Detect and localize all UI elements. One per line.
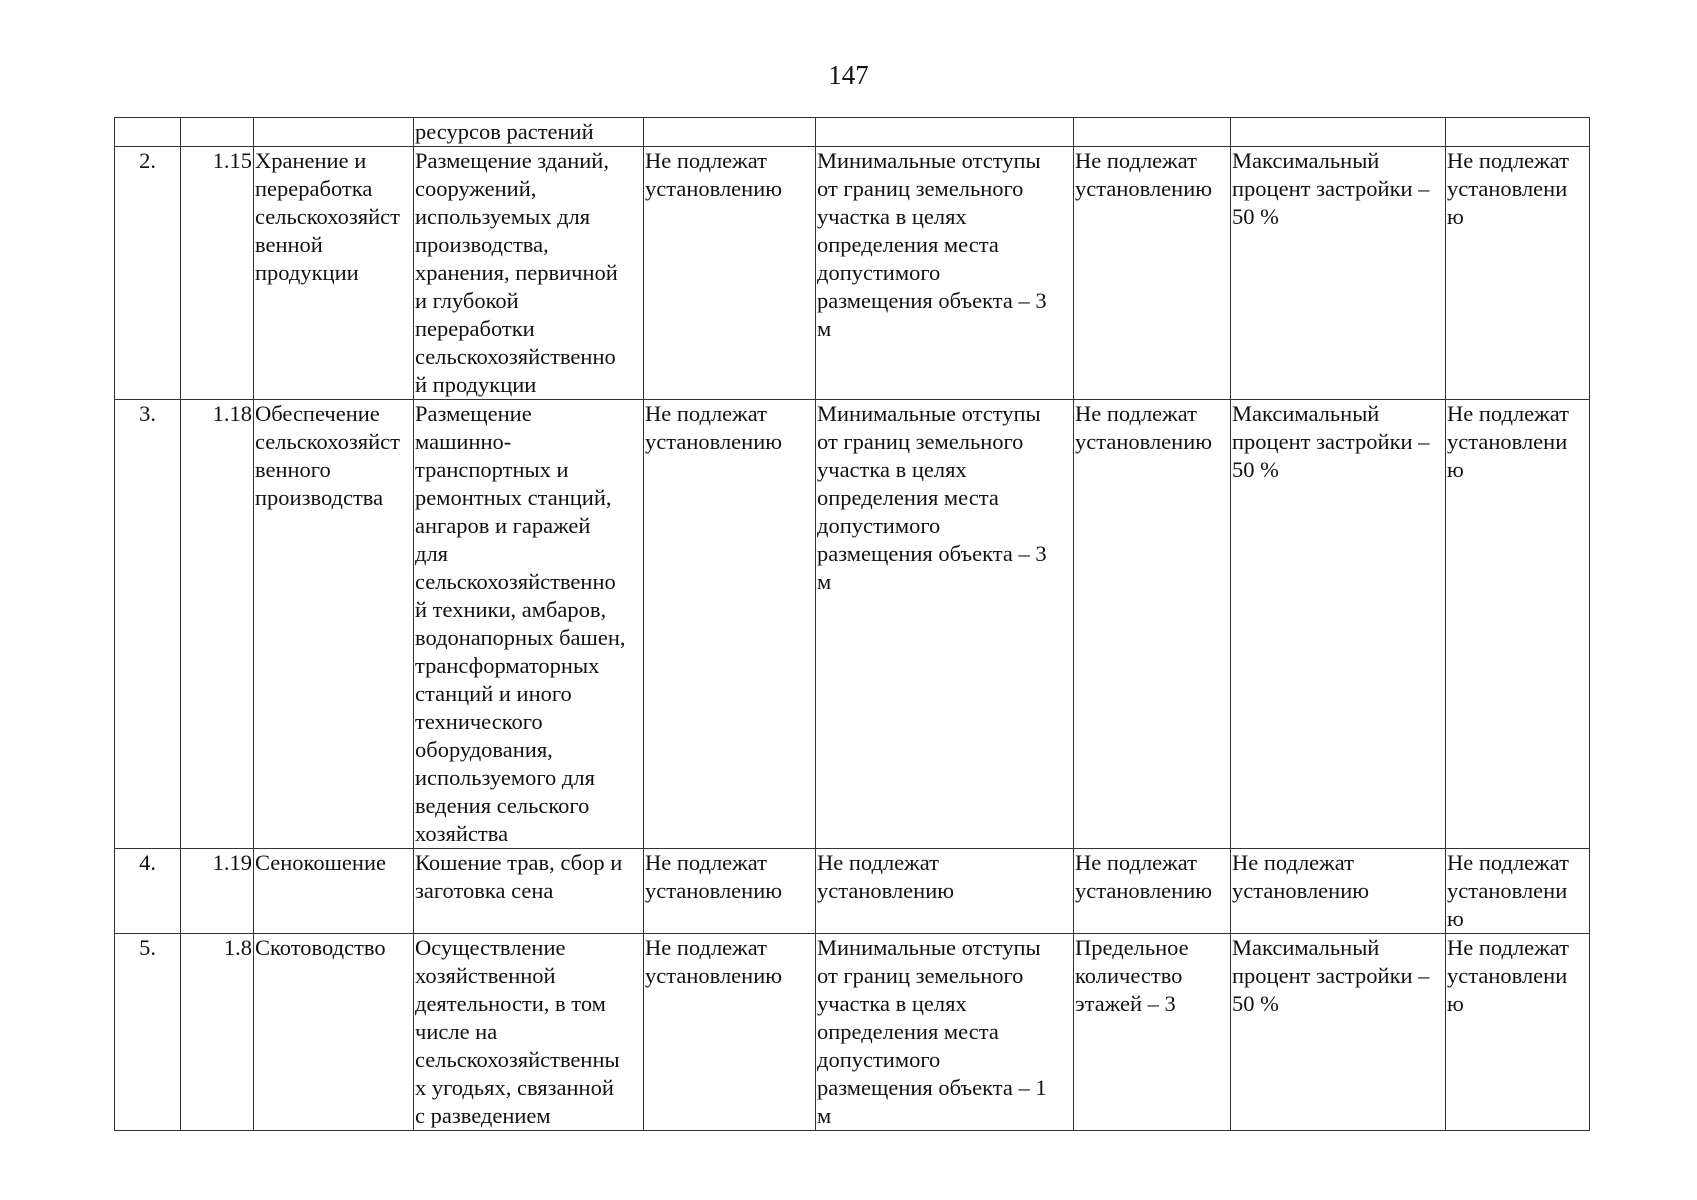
table-row [115, 147, 1590, 400]
use-description-cell: Осуществление хозяйственной деятельности, в том числе на сельскохозяйственны х угодьях, связанной с разведением [414, 934, 644, 1131]
other-params-cell: Не подлежат установлени ю [1446, 934, 1590, 1131]
plot-size-cell [644, 118, 816, 147]
row-number-cell [115, 118, 181, 147]
row-number-cell: 4. [115, 849, 181, 934]
page-number: 147 [828, 60, 869, 90]
use-description-cell: Размещение машинно- транспортных и ремонтных станций, ангаров и гаражей для сельскохозяйственно й техники, амбаров, водонапорных башен, трансформаторных станций и иного технического оборудования, используемого для ведения сельского хозяйства [414, 400, 644, 849]
setback-cell [816, 118, 1074, 147]
coverage-cell: Максимальный процент застройки – 50 % [1231, 400, 1446, 849]
coverage-cell: Максимальный процент застройки – 50 % [1231, 934, 1446, 1131]
use-name-cell: Хранение и переработка сельскохозяйст венной продукции [254, 147, 414, 400]
use-description-cell: Кошение трав, сбор и заготовка сена [414, 849, 644, 934]
other-params-cell [1446, 118, 1590, 147]
floors-cell: Не подлежат установлению [1074, 147, 1231, 400]
zoning-regulations-table [114, 117, 1590, 1131]
table-row [115, 118, 1590, 147]
plot-size-cell: Не подлежат установлению [644, 934, 816, 1131]
use-name-cell: Сенокошение [254, 849, 414, 934]
table-row [115, 849, 1590, 934]
other-params-cell: Не подлежат установлени ю [1446, 147, 1590, 400]
setback-cell: Минимальные отступы от границ земельного участка в целях определения места допустимого размещения объекта – 1 м [816, 934, 1074, 1131]
row-number-cell: 5. [115, 934, 181, 1131]
row-number-cell: 3. [115, 400, 181, 849]
plot-size-cell: Не подлежат установлению [644, 849, 816, 934]
row-number-cell: 2. [115, 147, 181, 400]
use-code-cell: 1.19 [181, 849, 254, 934]
use-code-cell: 1.15 [181, 147, 254, 400]
coverage-cell: Максимальный процент застройки – 50 % [1231, 147, 1446, 400]
use-code-cell: 1.8 [181, 934, 254, 1131]
setback-cell: Минимальные отступы от границ земельного участка в целях определения места допустимого размещения объекта – 3 м [816, 147, 1074, 400]
plot-size-cell: Не подлежат установлению [644, 400, 816, 849]
use-code-cell [181, 118, 254, 147]
setback-cell: Минимальные отступы от границ земельного участка в целях определения места допустимого размещения объекта – 3 м [816, 400, 1074, 849]
table-row [115, 934, 1590, 1131]
use-name-cell: Обеспечение сельскохозяйст венного производства [254, 400, 414, 849]
floors-cell: Не подлежат установлению [1074, 849, 1231, 934]
table-row [115, 400, 1590, 849]
coverage-cell [1231, 118, 1446, 147]
coverage-cell: Не подлежат установлению [1231, 849, 1446, 934]
use-code-cell: 1.18 [181, 400, 254, 849]
use-description-cell: Размещение зданий, сооружений, используемых для производства, хранения, первичной и глубокой переработки сельскохозяйственно й продукции [414, 147, 644, 400]
plot-size-cell: Не подлежат установлению [644, 147, 816, 400]
use-name-cell: Скотоводство [254, 934, 414, 1131]
floors-cell: Предельное количество этажей – 3 [1074, 934, 1231, 1131]
floors-cell [1074, 118, 1231, 147]
other-params-cell: Не подлежат установлени ю [1446, 400, 1590, 849]
use-description-cell: ресурсов растений [414, 118, 644, 147]
use-name-cell [254, 118, 414, 147]
floors-cell: Не подлежат установлению [1074, 400, 1231, 849]
other-params-cell: Не подлежат установлени ю [1446, 849, 1590, 934]
setback-cell: Не подлежат установлению [816, 849, 1074, 934]
